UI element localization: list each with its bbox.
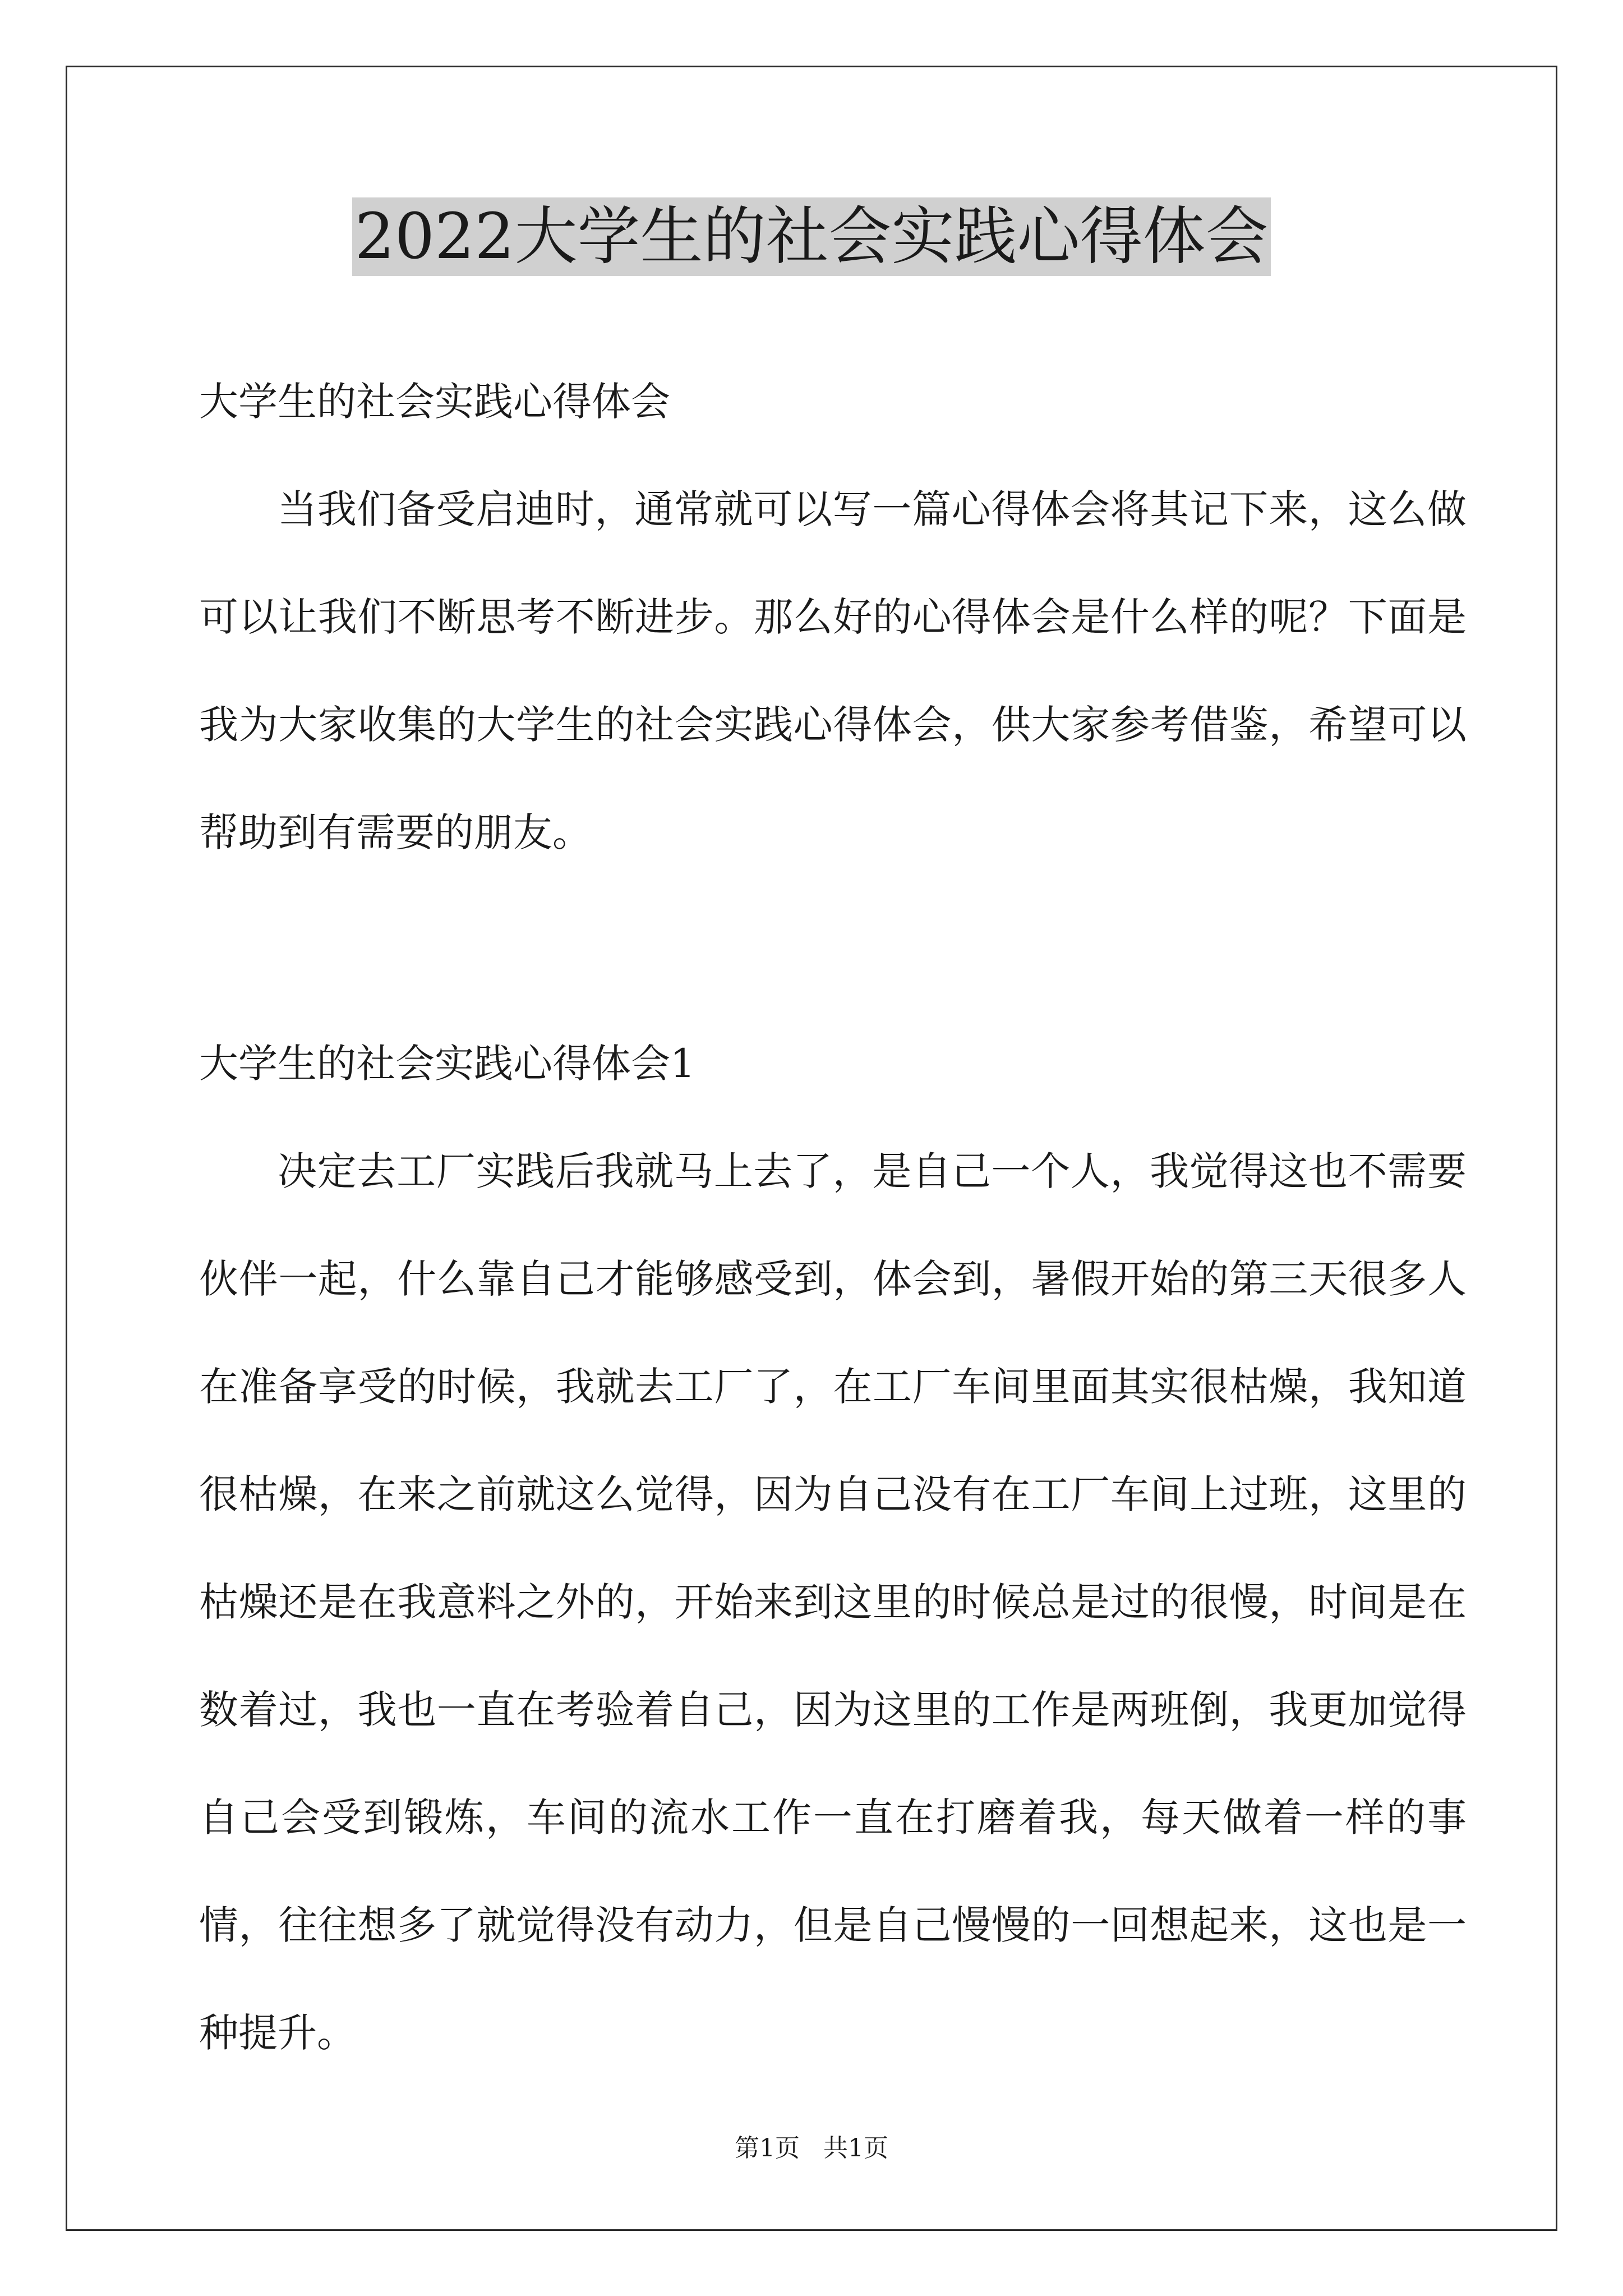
paragraph-gap [199, 886, 1467, 1010]
intro-paragraph: 当我们备受启迪时，通常就可以写一篇心得体会将其记下来，这么做可以让我们不断思考不断进步。那么好的心得体会是什么样的呢？下面是我为大家收集的大学生的社会实践心得体会，供大家参考借鉴，希望可以帮助到有需要的朋友。 [199, 486, 1467, 855]
page-footer: 第1页 共1页 [735, 2134, 888, 2162]
document-body [199, 348, 1467, 2087]
document-title: 2022大学生的社会实践心得体会 [352, 197, 1270, 276]
document-subtitle: 大学生的社会实践心得体会 [199, 379, 670, 425]
section-paragraph: 决定去工厂实践后我就马上去了，是自己一个人，我觉得这也不需要伙伴一起，什么靠自己才能够感受到，体会到，暑假开始的第三天很多人在准备享受的时候，我就去工厂了，在工厂车间里面其实很枯燥，我知道很枯燥，在来之前就这么觉得，因为自己没有在工厂车间上过班，这里的枯燥还是在我意料之外的，开始来到这里的时候总是过的很慢，时间是在数着过，我也一直在考验着自己，因为这里的工作是两班倒，我更加觉得自己会受到锻炼，车间的流水工作一直在打磨着我，每天做着一样的事情，往往想多了就觉得没有动力，但是自己慢慢的一回想起来，这也是一种提升。 [199, 1148, 1467, 2056]
title-container [0, 197, 1623, 276]
section-heading: 大学生的社会实践心得体会1 [199, 1041, 695, 1087]
